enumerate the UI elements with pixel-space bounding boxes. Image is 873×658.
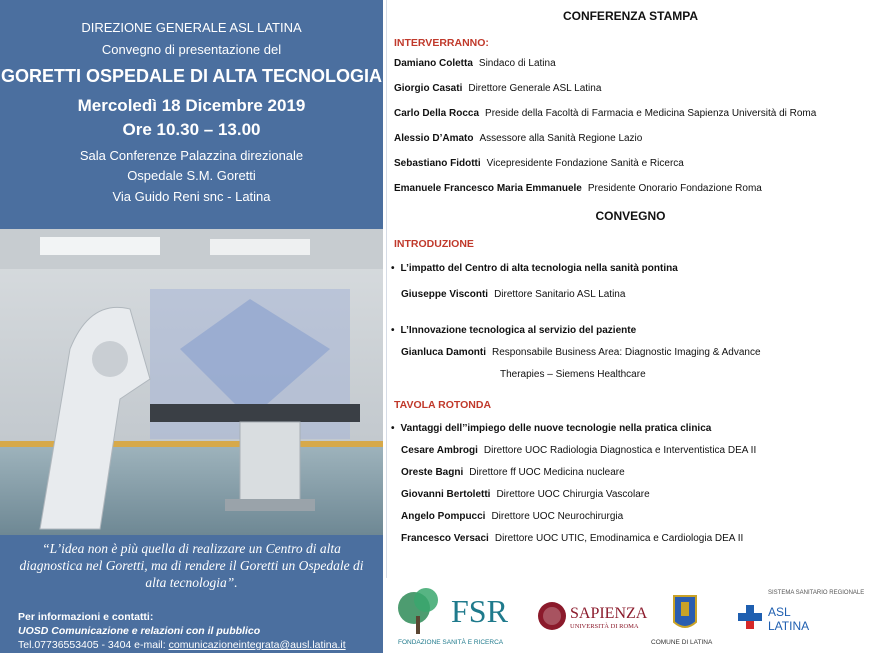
speaker-row: Giovanni Bertoletti Direttore UOC Chirurgia Vascolare: [401, 489, 650, 500]
speaker-row: Sebastiano Fidotti Vicepresidente Fondazione Sanità e Ricerca: [394, 158, 684, 169]
speaker-row: Damiano Coletta Sindaco di Latina: [394, 58, 556, 69]
contacts-office: UOSD Comunicazione e relazioni con il pubblico: [18, 625, 261, 637]
topic-item: • L’Innovazione tecnologica al servizio del paziente: [391, 325, 637, 336]
contacts-phone: Tel.07736553405 - 3404 e-mail:: [18, 639, 169, 651]
asl-top-text: SISTEMA SANITARIO REGIONALE: [768, 590, 865, 596]
contacts-title: Per informazioni e contatti:: [18, 611, 154, 623]
event-subtitle: Convegno di presentazione del: [101, 42, 282, 57]
operating-room-photo: [0, 229, 383, 535]
tavola-section: TAVOLA ROTONDA: [394, 399, 492, 411]
venue-room: Sala Conferenze Palazzina direzionale: [79, 148, 304, 163]
speaker-row: Emanuele Francesco Maria Emmanuele Presidente Onorario Fondazione Roma: [394, 183, 762, 194]
asl-text: ASL: [768, 605, 791, 619]
bullet-icon: •: [391, 423, 395, 434]
event-date: Mercoledì 18 Dicembre 2019: [77, 96, 306, 115]
venue-hospital: Ospedale S.M. Goretti: [127, 168, 256, 183]
topic-item: • Vantaggi dell’’impiego delle nuove tecnologie nella pratica clinica: [391, 423, 712, 434]
event-header: [0, 0, 383, 228]
sapienza-subtext: UNIVERSITÀ DI ROMA: [570, 623, 639, 630]
contacts-email-link[interactable]: comunicazioneintegrata@ausl.latina.it: [168, 639, 346, 651]
comune-logo: [651, 596, 713, 646]
asl-logo: [738, 590, 864, 633]
speaker-row: Francesco Versaci Direttore UOC UTIC, Emodinamica e Cardiologia DEA II: [401, 533, 744, 544]
sponsor-logos: [386, 578, 873, 653]
convegno-title: CONVEGNO: [595, 209, 666, 223]
speaker-role-cont: Therapies – Siemens Healthcare: [500, 369, 646, 380]
fsr-text: FSR: [451, 593, 508, 629]
speaker-row: Carlo Della Rocca Preside della Facoltà di Farmacia e Medicina Sapienza Università di Roma: [394, 108, 817, 119]
speaker-row: Giuseppe Visconti Direttore Sanitario ASL Latina: [401, 289, 626, 300]
quote-text: “L’idea non è più quella di realizzare un Centro di alta diagnostica nel Goretti, ma di rendere il Goretti un Ospedale di alta tecnologia”.: [19, 541, 364, 590]
speaker-row: Giorgio Casati Direttore Generale ASL Latina: [394, 83, 602, 94]
program-panel: [386, 0, 873, 578]
speaker-row: Gianluca Damonti Responsabile Business Area: Diagnostic Imaging & Advance: [401, 347, 761, 358]
topic-item: • L’impatto del Centro di alta tecnologia nella sanità pontina: [391, 263, 678, 274]
sapienza-logo: [538, 602, 648, 630]
event-title: GORETTI OSPEDALE DI ALTA TECNOLOGIA: [1, 66, 382, 86]
org-name: DIREZIONE GENERALE ASL LATINA: [81, 20, 302, 35]
speaker-row: Alessio D’Amato Assessore alla Sanità Regione Lazio: [394, 133, 643, 144]
left-panel: [0, 0, 383, 653]
press-section: INTERVERRANNO:: [394, 37, 489, 49]
speaker-row: Oreste Bagni Direttore ff UOC Medicina nucleare: [401, 467, 625, 478]
bullet-icon: •: [391, 263, 395, 274]
latina-text: LATINA: [768, 619, 810, 633]
sapienza-text: SAPIENZA: [570, 605, 648, 622]
venue-address: Via Guido Reni snc - Latina: [112, 189, 271, 204]
press-title: CONFERENZA STAMPA: [562, 9, 699, 23]
speaker-row: Angelo Pompucci Direttore UOC Neurochirurgia: [401, 511, 624, 522]
contacts-block: [18, 610, 378, 652]
contacts-line: [18, 638, 378, 652]
bullet-icon: •: [391, 325, 395, 336]
fsr-subtext: FONDAZIONE SANITÀ E RICERCA: [398, 639, 504, 646]
fsr-logo: [398, 588, 509, 646]
comune-text: COMUNE DI LATINA: [651, 639, 713, 646]
intro-section: INTRODUZIONE: [394, 238, 474, 250]
event-time: Ore 10.30 – 13.00: [122, 120, 261, 139]
speaker-row: Cesare Ambrogi Direttore UOC Radiologia Diagnostica e Interventistica DEA II: [401, 445, 757, 456]
